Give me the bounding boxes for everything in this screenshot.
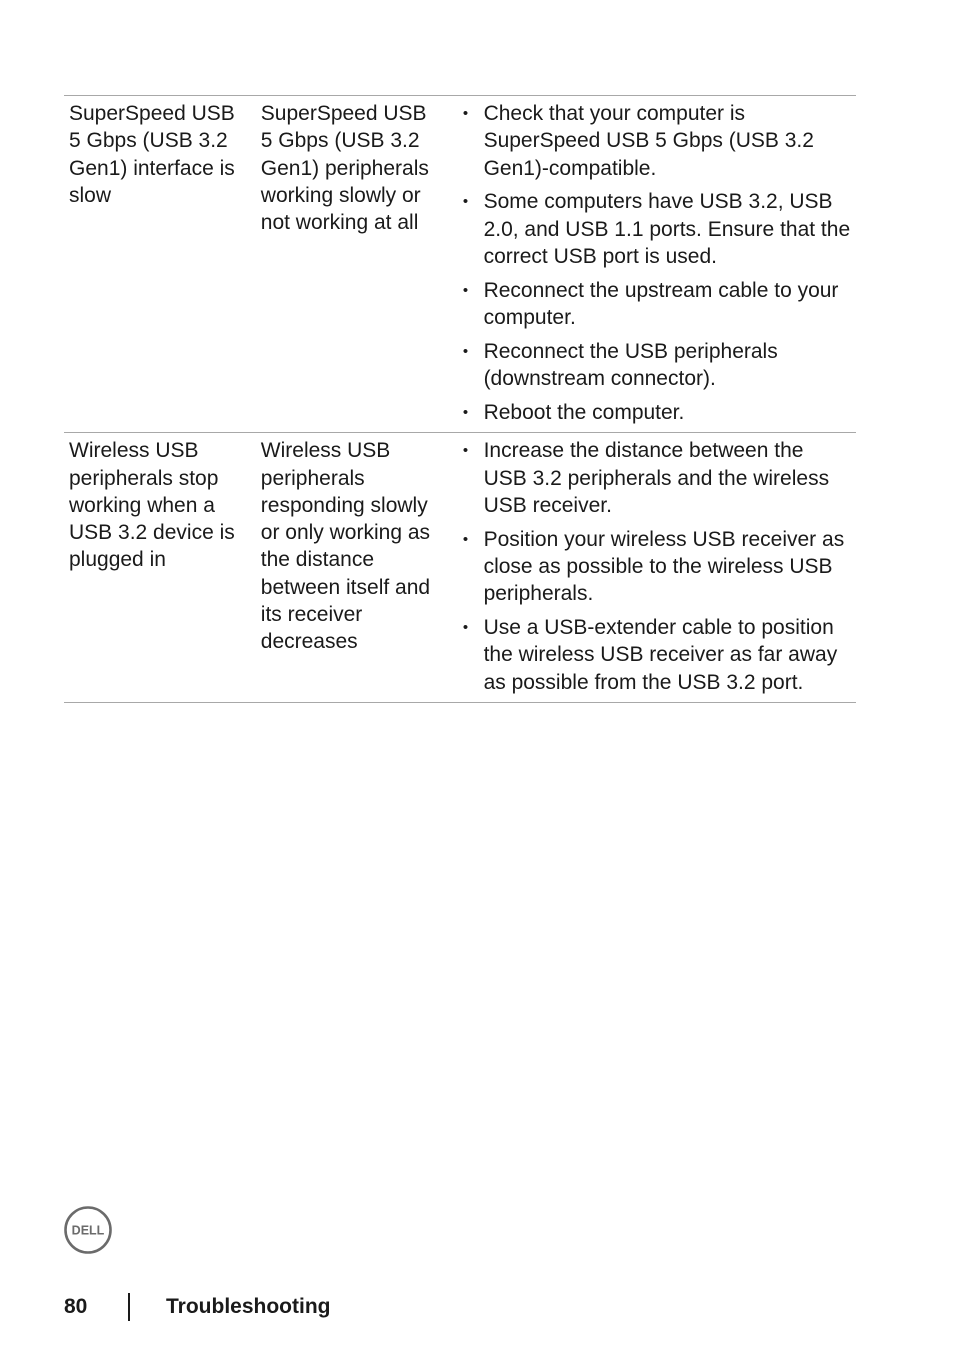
symptom-cell: Wireless USB peripherals responding slowly or only working as the distance between itself and its receiver decreases — [260, 439, 431, 654]
bullet-icon: • — [462, 530, 469, 548]
solution-text: Reconnect the USB peripherals (downstream connector). — [483, 339, 778, 391]
solution-text: Reconnect the upstream cable to your computer. — [483, 278, 839, 330]
bullet-icon: • — [462, 403, 469, 421]
solution-text: Reboot the computer. — [483, 400, 685, 424]
section-title: Troubleshooting — [166, 1295, 331, 1318]
list-item — [460, 399, 851, 426]
dell-logo-icon — [64, 1206, 112, 1254]
bullet-icon: • — [462, 105, 469, 122]
list-item — [460, 277, 851, 332]
list-item — [460, 526, 851, 608]
footer-divider — [128, 1293, 130, 1321]
symptom-cell: SuperSpeed USB 5 Gbps (USB 3.2 Gen1) peripherals working slowly or not working at all — [260, 102, 429, 235]
troubleshooting-table — [64, 95, 856, 703]
solution-cell — [448, 96, 856, 433]
table-row — [64, 433, 856, 703]
list-item — [460, 614, 851, 696]
bullet-icon: • — [462, 442, 469, 460]
page-number: 80 — [64, 1295, 88, 1318]
bullet-icon: • — [462, 193, 469, 211]
list-item — [460, 188, 851, 270]
table-row — [64, 96, 856, 433]
dell-logo-text: DELL — [71, 1223, 105, 1238]
bullet-icon: • — [462, 281, 469, 299]
solution-cell — [448, 433, 856, 703]
list-item — [460, 437, 851, 519]
bullet-icon: • — [462, 619, 469, 637]
problem-cell: SuperSpeed USB 5 Gbps (USB 3.2 Gen1) interface is slow — [69, 102, 235, 207]
solution-text: Use a USB-extender cable to position the wireless USB receiver as far away as possible from the USB 3.2 port. — [483, 616, 838, 694]
solution-list — [460, 437, 851, 696]
dell-logo-svg — [64, 1206, 112, 1254]
solution-text: Some computers have USB 3.2, USB 2.0, and USB 1.1 ports. Ensure that the correct USB port is used. — [483, 190, 851, 268]
solution-text: Check that your computer is SuperSpeed USB 5 Gbps (USB 3.2 Gen1)-compatible. — [483, 102, 814, 180]
problem-cell: Wireless USB peripherals stop working when a USB 3.2 device is plugged in — [69, 439, 235, 572]
bullet-icon: • — [462, 342, 469, 360]
list-item — [460, 100, 851, 182]
solution-text: Position your wireless USB receiver as close as possible to the wireless USB peripherals. — [483, 527, 845, 606]
list-item — [460, 338, 851, 393]
solution-list — [460, 100, 851, 426]
solution-text: Increase the distance between the USB 3.2 peripherals and the wireless USB receiver. — [483, 439, 830, 517]
page-footer — [64, 1292, 330, 1322]
